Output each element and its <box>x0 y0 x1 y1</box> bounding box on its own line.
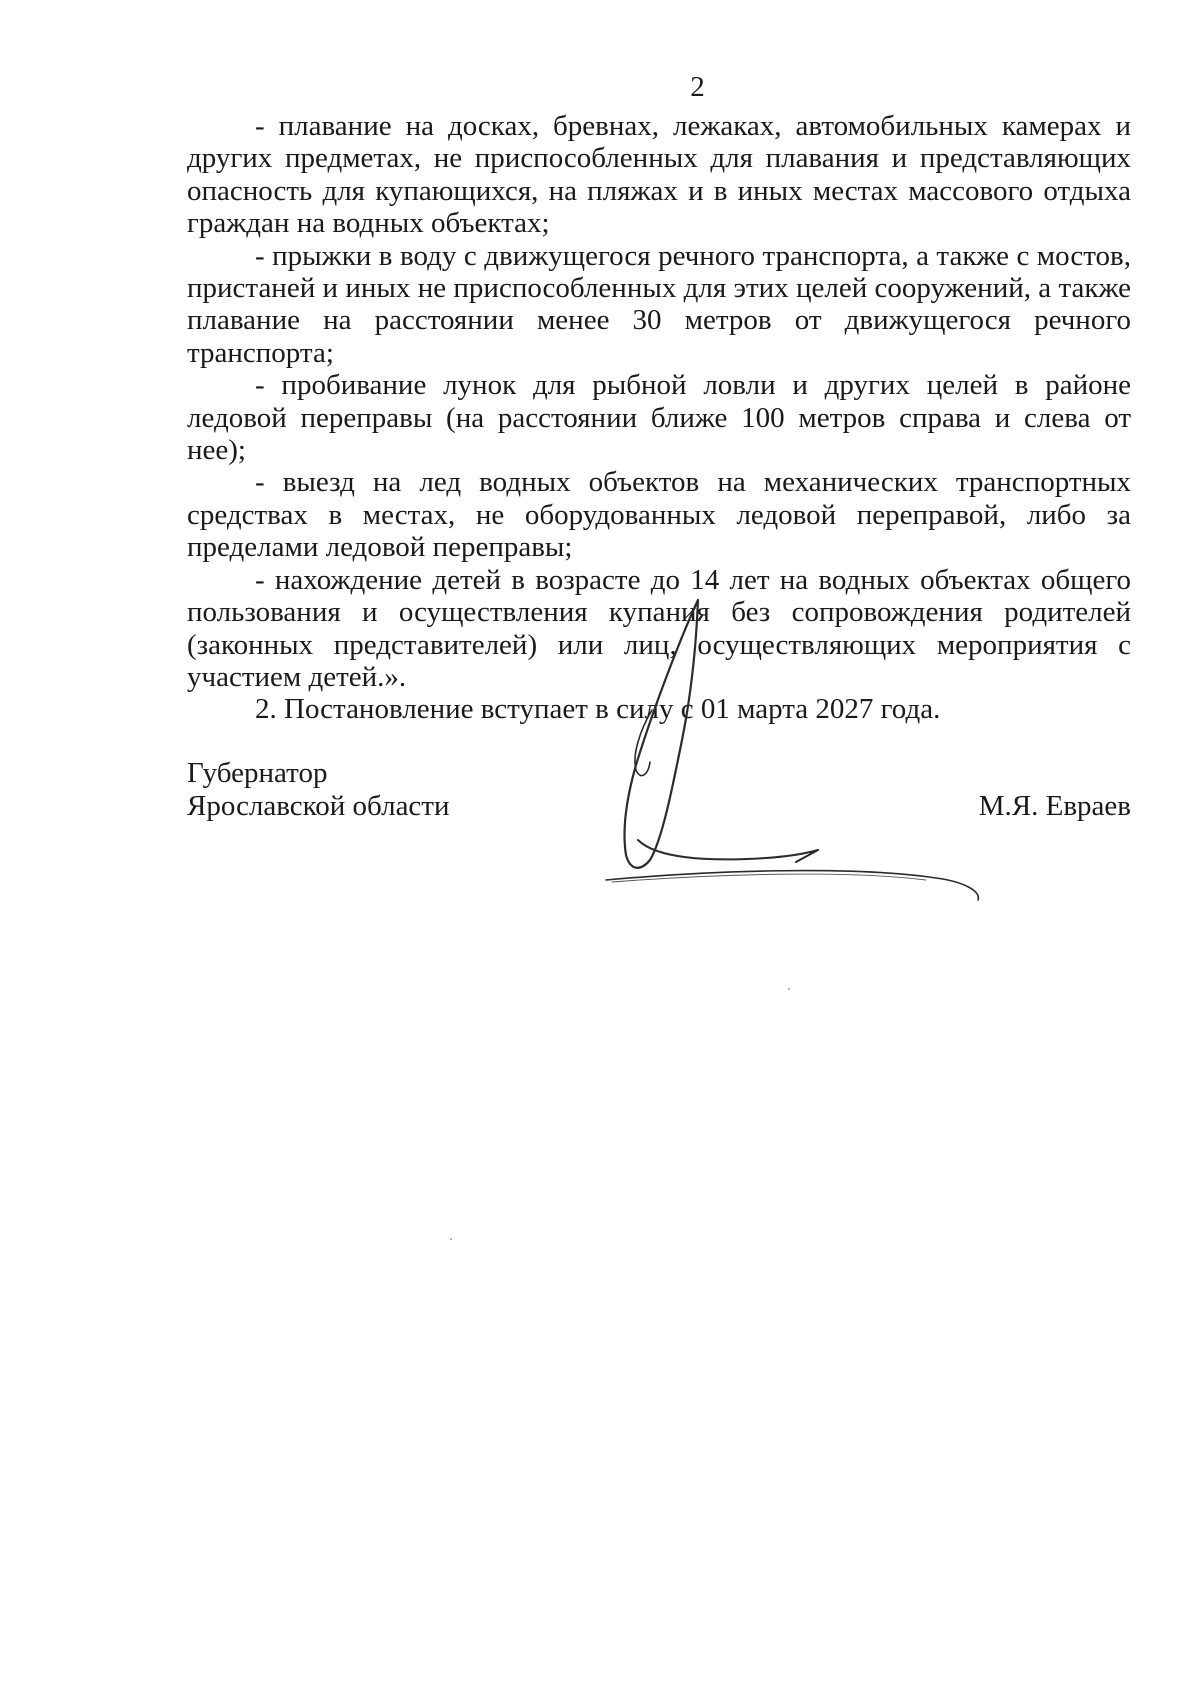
signer-name: М.Я. Евраев <box>978 790 1131 822</box>
paragraph-effective-date: 2. Постановление вступает в силу с 01 марта 2027 года. <box>255 693 941 726</box>
paragraph-driving-on-ice: - выезд на лед водных объектов на механических транспортных средствах в местах, не оборудованных ледовой переправой, либо за пределами ледовой переправы; <box>187 466 1131 564</box>
signer-position <box>187 757 450 823</box>
scan-speck <box>450 1238 452 1240</box>
paragraph-swimming-on-objects: - плавание на досках, бревнах, лежаках, автомобильных камерах и других предметах, не приспособленных для плавания и представляющих опасность для купающихся, на пляжах и в иных местах массового отдыха граждан на водных объектах; <box>187 110 1131 240</box>
paragraph-ice-holes: - пробивание лунок для рыбной ловли и других целей в районе ледовой переправы (на расстоянии ближе 100 метров справа и слева от нее); <box>187 369 1131 467</box>
signer-position-line-1: Губернатор <box>187 757 328 789</box>
handwritten-signature-image <box>596 590 1036 910</box>
page-number: 2 <box>690 71 705 103</box>
paragraph-jumping-from-transport: - прыжки в воду с движущегося речного транспорта, а также с мостов, пристаней и иных не приспособленных для этих целей сооружений, а также плавание на расстоянии менее 30 метров от движущегося речного транспорта; <box>187 239 1131 369</box>
signer-position-line-2: Ярославской области <box>187 790 450 822</box>
scan-speck <box>788 988 790 990</box>
paragraph-children-unsupervised: - нахождение детей в возрасте до 14 лет на водных объектах общего пользования и осуществления купания без сопровождения родителей (законных представителей) или лиц, осуществляющих мероприятия с участием детей.». <box>187 563 1131 693</box>
